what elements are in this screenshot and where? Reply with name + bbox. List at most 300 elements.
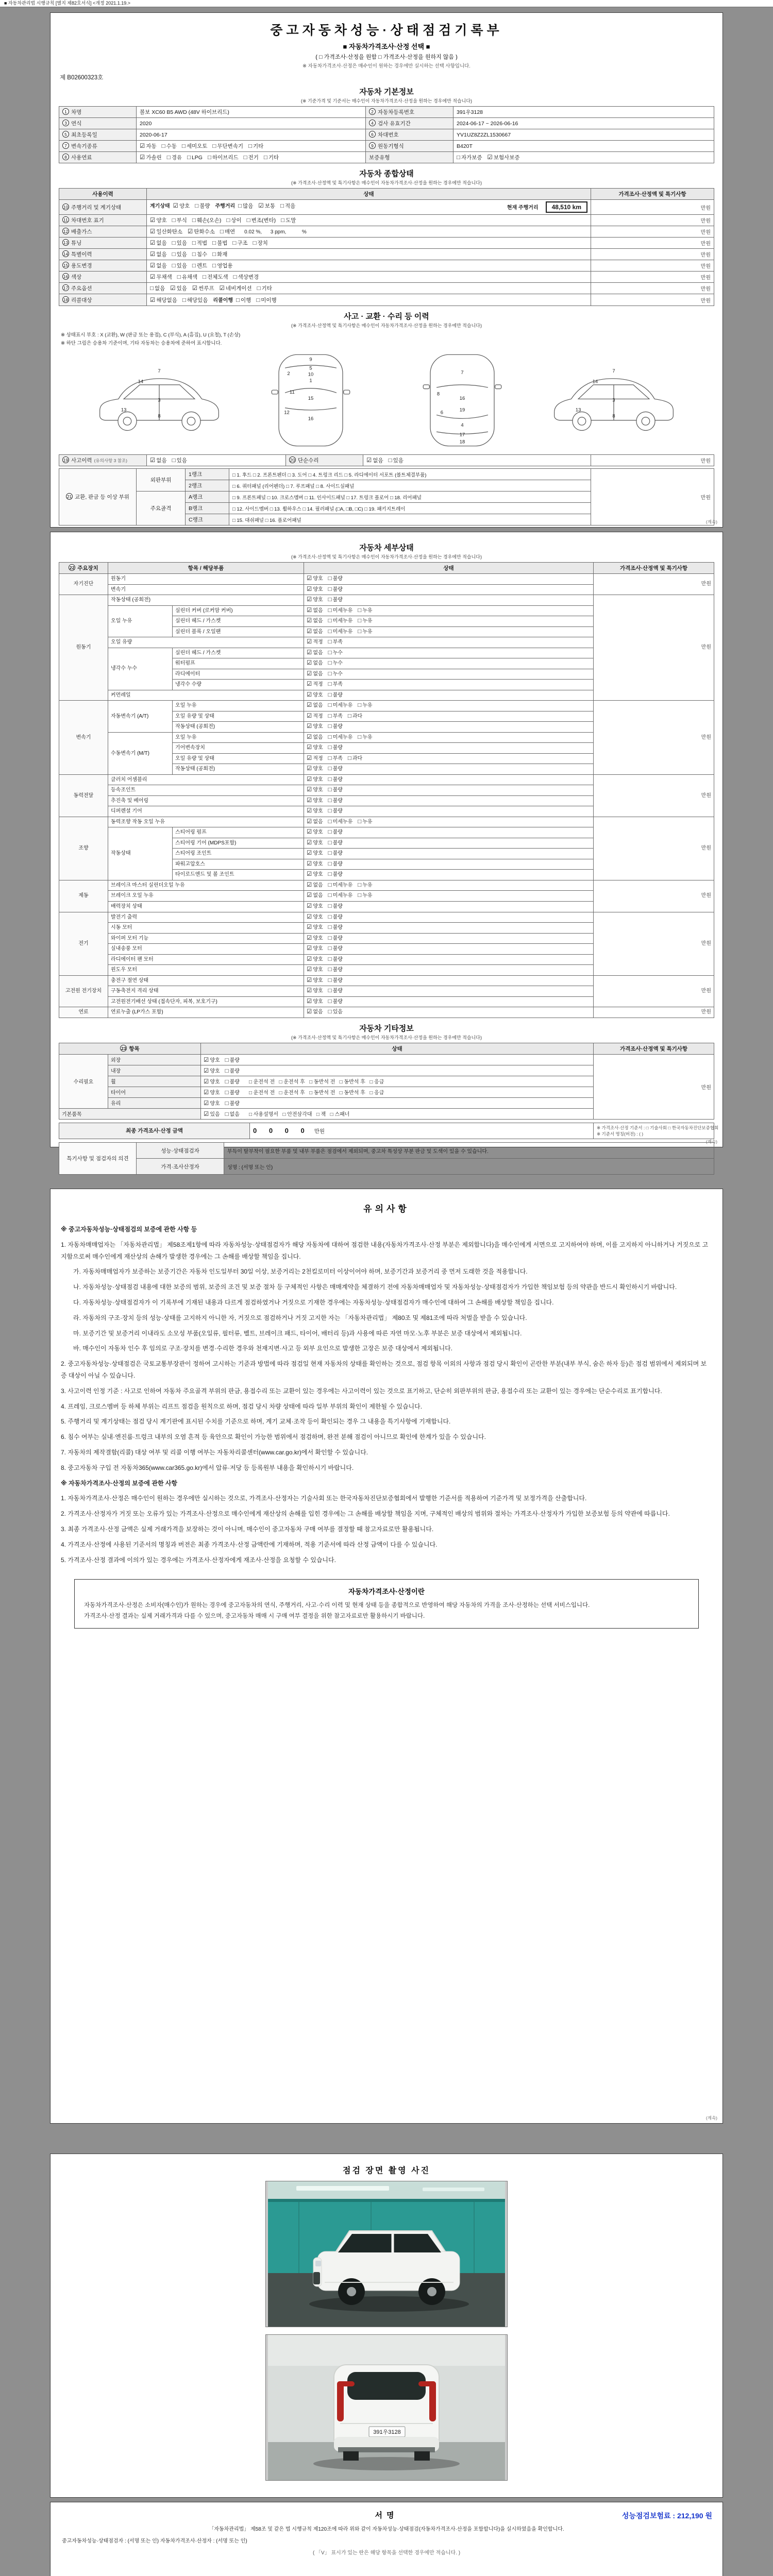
form-reference-bar: [0, 0, 773, 7]
checkbox-group: [203, 274, 264, 280]
checkbox-label: 적정: [313, 682, 323, 688]
checkbox-icon: ☑: [170, 285, 176, 292]
checkbox-checked: [307, 860, 323, 869]
photo-rear-illustration: [266, 2335, 507, 2480]
checkbox-checked: [307, 649, 323, 657]
checkbox-icon: ☑: [150, 229, 156, 235]
checkbox-icon: □: [328, 734, 332, 740]
circled-number: 4: [369, 120, 376, 126]
checkbox-label: 불량: [229, 1101, 240, 1107]
circled-number: 9: [369, 142, 376, 149]
checkbox-icon: □: [172, 251, 176, 258]
signature-inspector-line: 중고자동차성능·상태점검자 : (서명 또는 인) 자동차가격조사·산정자 : (서명 또는 인): [62, 2538, 247, 2544]
rankA-items: □ 9. 프론트패널 □ 10. 크로스멤버 □ 11. 인사이드패널 □ 17. 트렁크 플로어 □ 18. 리어패널: [229, 492, 591, 503]
checkbox-icon: ☑: [307, 575, 312, 582]
checkbox-label: 불량: [332, 988, 343, 994]
checkbox-unchecked: [358, 617, 372, 625]
checkbox-unchecked: [358, 628, 372, 636]
checkbox-label: 양호: [313, 956, 323, 962]
checkbox-checked: [188, 228, 215, 235]
diagram-part-number: 11: [289, 389, 295, 396]
checkbox-label: 불량: [229, 1069, 240, 1075]
item-label: 고전원전기배선 상태 (접속단자, 피복, 보호기구): [108, 996, 304, 1007]
checkbox-checked: [307, 850, 323, 858]
field-label-text: 연식: [71, 121, 82, 127]
use-history-label-text: 튜닝: [71, 240, 82, 246]
circled-number: 10: [63, 204, 69, 210]
checkbox-checked: [204, 1099, 220, 1107]
checkbox-checked: [204, 1066, 220, 1074]
final-price-note1: ※ 가격조사·산정 기준서 : □ 기술사회 □ 한국자동차진단보증협회: [597, 1125, 719, 1130]
checkbox-group: [150, 229, 240, 235]
photos-container: [59, 2181, 714, 2481]
item-subgroup-label: 자동변속기 (A/T): [108, 701, 173, 733]
checkbox-group: [150, 285, 192, 292]
checkbox-icon: □: [226, 217, 230, 224]
checkbox-unchecked: [182, 296, 208, 304]
section-title-accident: 사고 · 교환 · 수리 등 이력: [344, 312, 429, 321]
checkbox-label: 네비게이션: [225, 285, 252, 292]
checkbox-icon: □: [192, 251, 196, 258]
checkbox-group: [204, 1058, 245, 1063]
checkbox-icon: ☑: [307, 988, 312, 994]
notice-item: 3. 사고이력 인정 기준 : 사고로 인하여 자동차 주요골격 부위의 판금, 용접수리 또는 교환이 있는 경우에는 사고이력이 있는 것으로 표기하고, 단순히 외판부위의 판금, 용접수리 또는 교환이 있는 경우에는 단순수리로 표기합니다.: [61, 1387, 662, 1395]
checkbox-group: [366, 457, 409, 464]
state-caption: 주행거리: [215, 204, 236, 209]
section-note-basic-info: (※ 기준가격 및 기준서는 매수인이 자동차가격조사·산정을 원하는 경우에만 적습니다): [300, 98, 473, 104]
field-value-text: B420T: [457, 143, 473, 149]
field-label-text: 자동차등록번호: [378, 109, 415, 115]
checkbox-icon: ☑: [307, 797, 312, 804]
checkbox-icon: ☑: [150, 457, 156, 464]
checkbox-label: 없음: [313, 650, 323, 656]
checkbox-icon: □: [328, 575, 332, 582]
checkbox-label: 양호: [210, 1069, 220, 1075]
checkbox-label: 양호: [313, 829, 323, 836]
checkbox-group: [457, 155, 525, 161]
column-header: [59, 563, 108, 574]
overall-header-row: [59, 189, 714, 200]
field-label: [366, 118, 453, 129]
checkbox-unchecked: [212, 239, 227, 247]
checkbox-checked: [307, 702, 323, 710]
checkbox-icon: □: [280, 203, 284, 209]
notice-item: 2. 중고자동차성능·상태점검은 국토교통부장관이 정하여 고시하는 기준과 방법에 따라 점검일 현재 자동차의 상태를 확인하는 것으로, 점검 항목 이외의 사항과 점검 당시 확인이 곤란한 부분(내부 부식, 숨은 하자 등)은 점검 범위에서 제외되며 보증 대상이 아닐 수 있습니다.: [61, 1360, 707, 1379]
form-reference-text: ■ 자동차관리법 시행규칙 [별지 제82호서식] <개정 2021.1.19.>: [4, 1, 130, 6]
rankB-items: □ 12. 사이드멤버 □ 13. 휠하우스 □ 14. 필러패널 (□A, □B, □C) □ 19. 패키지트레이: [229, 503, 591, 514]
item-label: 실린더 헤드 / 가스켓: [173, 648, 304, 658]
state-cell: [304, 944, 594, 955]
continued-marker: (계속): [705, 2115, 717, 2121]
checkbox-checked: [204, 1088, 220, 1096]
checkbox-icon: □: [328, 935, 332, 941]
checkbox-icon: □: [328, 808, 332, 815]
item-label: 추진축 및 베어링: [108, 795, 304, 806]
checkbox-group: [140, 155, 284, 161]
checkbox-unchecked: [208, 154, 239, 161]
diagram-part-number: 9: [309, 357, 312, 363]
checkbox-unchecked: [220, 228, 235, 235]
checkbox-group: [307, 576, 348, 582]
checkbox-checked: [307, 617, 323, 625]
price-cell: 만원: [594, 912, 714, 975]
checkbox-icon: ☑: [307, 660, 312, 667]
checkbox-unchecked: [358, 892, 372, 900]
checkbox-icon: □: [212, 251, 216, 258]
checkbox-label: 양호: [313, 935, 323, 941]
field-label: [366, 141, 453, 152]
checkbox-label: 있음: [176, 240, 187, 246]
item-label: 작동상태 (공회전): [173, 764, 304, 775]
checkbox-icon: □: [328, 702, 332, 709]
state-cell: [304, 965, 594, 976]
state-cell: [304, 584, 594, 595]
repair-needed-label: 수리필요: [59, 1054, 108, 1108]
checkbox-label: 불량: [332, 872, 343, 878]
parts-section-label-text: 교환, 판금 등 이상 부위: [75, 494, 129, 500]
checkbox-label: 보통: [264, 203, 275, 209]
checkbox-unchecked: [328, 713, 343, 721]
price-survey-note: ※ 자동차가격조사·산정은 매수인이 원하는 경우에만 실시하는 선택 사항입니다.: [303, 63, 470, 69]
item-label: 동력조향 작동 오일 누유: [108, 817, 304, 827]
state-cell: [304, 975, 594, 986]
checkbox-label: 없음: [373, 457, 383, 464]
notice-item: 4. 프레임, 크로스멤버 등 하체 부위는 리프트 점검을 원칙으로 하며, 점검 당시 차량 상태에 따라 일부 부위의 확인이 제한될 수 있습니다.: [61, 1402, 423, 1410]
checkbox-checked: [258, 202, 275, 210]
checkbox-label: 양호: [313, 787, 323, 793]
etc-item-label: 내장: [108, 1065, 201, 1076]
checkbox-label: 불량: [332, 692, 343, 698]
state-cell: [304, 817, 594, 827]
circled-number: 15: [63, 263, 69, 268]
checkbox-icon: ☑: [307, 628, 312, 635]
checkbox-icon: □: [257, 285, 261, 292]
checkbox-group: [232, 240, 273, 246]
checkbox-icon: □: [328, 597, 332, 603]
checkbox-label: 과다: [352, 755, 363, 761]
use-history-label: [59, 226, 147, 238]
checkbox-group: [150, 297, 213, 303]
remarks-table: [59, 1142, 714, 1175]
checkbox-icon: □: [328, 924, 332, 931]
column-header: 가격조사·산정액 및 특기사항: [591, 189, 714, 200]
use-history-label-text: 차대번호 표기: [71, 217, 104, 224]
document-number: 제 B02600323호: [60, 75, 104, 81]
appraiser-opinion: 성명 : (서명 또는 인): [224, 1159, 714, 1175]
accident-history-label-text: 사고이력: [71, 457, 92, 464]
checkbox-icon: □: [328, 1009, 332, 1015]
item-subgroup-label: 오일 누유: [108, 605, 173, 637]
item-label: 클러치 어셈블리: [108, 774, 304, 785]
checkbox-checked: [307, 607, 323, 615]
circled-number: 6: [369, 131, 376, 138]
checkbox-label: 불량: [332, 576, 343, 582]
checkbox-label: 있음: [176, 285, 187, 292]
checkbox-icon: □: [263, 155, 267, 161]
checkbox-checked: [307, 596, 323, 604]
checkbox-icon: □: [328, 766, 332, 772]
signature-title-text: 서명: [375, 2511, 398, 2520]
checkbox-group: [204, 1069, 245, 1074]
checkbox-label: 미이행: [261, 297, 277, 303]
checkbox-unchecked: [328, 659, 343, 668]
price-cell: 만원: [591, 238, 714, 249]
checkbox-unchecked: [172, 262, 187, 269]
column-header-text: 주요장치: [77, 565, 98, 571]
basic-info-row: [59, 141, 714, 152]
checkbox-checked: [307, 1008, 323, 1016]
checkbox-label: 양호: [313, 586, 323, 592]
checkbox-icon: □: [328, 871, 332, 878]
checkbox-icon: ☑: [307, 681, 312, 688]
item-label: 연료누출 (LP가스 포함): [108, 1007, 304, 1018]
checkbox-checked: [307, 892, 323, 900]
checkbox-label: 무단변속기: [217, 143, 244, 149]
state-cell: [304, 616, 594, 627]
checkbox-label: 누유: [362, 629, 373, 635]
checkbox-unchecked: [358, 818, 372, 826]
price-survey-option-title: ■ 자동차가격조사·산정 선택 ■: [343, 43, 430, 50]
section-note-accident: (※ 가격조사·산정액 및 특기사항은 매수인이 자동차가격조사·산정을 원하는 경우에만 적습니다): [291, 323, 482, 328]
license-plate-text: 391우3128: [373, 2429, 401, 2435]
checkbox-icon: □: [328, 839, 332, 846]
checkbox-unchecked: [328, 734, 353, 742]
checkbox-unchecked: [328, 945, 343, 953]
checkbox-label: 영업용: [217, 263, 233, 269]
diagram-part-number: 6: [440, 410, 444, 416]
checkbox-icon: □: [328, 723, 332, 730]
checkbox-group: [307, 766, 348, 772]
checkbox-icon: □: [328, 787, 332, 793]
item-label: 충전구 절연 상태: [108, 975, 304, 986]
checkbox-label: 없음: [313, 882, 323, 888]
state-cell: [304, 637, 594, 648]
sheet-notices: [50, 1189, 723, 2124]
checkbox-icon: ☑: [307, 913, 312, 920]
notice-item: 바. 매수인이 자동차 인수 후 임의로 구조·장치를 변경·수리한 경우와 천재지변·사고 등 외부 요인으로 발생한 고장은 보증 대상에서 제외됩니다.: [73, 1345, 453, 1352]
state-cell: [304, 658, 594, 669]
circled-number: 14: [63, 251, 69, 257]
notice-subheading: ※ 중고자동차성능·상태점검의 보증에 관한 사항 등: [61, 1226, 197, 1233]
detail-state-table: [59, 562, 714, 1018]
state-cell: [304, 753, 594, 764]
checkbox-label: 불량: [332, 861, 343, 867]
device-group-label: 제동: [59, 880, 108, 912]
checkbox-icon: □: [233, 274, 237, 280]
notice-subheading: ※ 자동차가격조사·산정의 보증에 관한 사항: [61, 1479, 178, 1487]
item-label: 오일 유량 및 상태: [173, 711, 304, 722]
column-header: 상태: [304, 563, 594, 574]
checkbox-label: 불량: [332, 956, 343, 962]
checkbox-icon: □: [220, 229, 224, 235]
checkbox-unchecked: [328, 797, 343, 805]
item-label: 실린더 커버 (로커암 커버): [173, 605, 304, 616]
checkbox-label: 해당있음: [187, 297, 208, 303]
checkbox-icon: □: [238, 203, 242, 209]
item-label: 스티어링 기어 (MDPS포함): [173, 838, 304, 849]
detail-header-row: [59, 563, 714, 574]
checkbox-icon: □: [328, 649, 332, 656]
device-group-label: 원동기: [59, 595, 108, 701]
checkbox-checked: [307, 575, 323, 583]
checkbox-icon: □: [192, 240, 196, 246]
diagram-part-number: 17: [459, 432, 465, 438]
checkbox-label: 화재: [217, 251, 228, 258]
field-value: [453, 141, 714, 152]
state-cell: [147, 215, 591, 226]
checkbox-icon: ☑: [307, 691, 312, 698]
inspection-photo-rear: [265, 2334, 508, 2481]
checkbox-icon: ☑: [307, 639, 312, 646]
checkbox-unchecked: [328, 723, 343, 731]
signature-footnote: ( 「V」 표시가 있는 란은 해당 항목을 선택한 경우에만 적습니다. ): [312, 2550, 461, 2556]
checkbox-label: 양호: [313, 576, 323, 582]
checkbox-icon: ☑: [307, 702, 312, 709]
use-history-label-text: 특별이력: [71, 251, 92, 258]
checkbox-unchecked: [162, 142, 177, 150]
circled-number: 18: [63, 297, 69, 302]
price-cell: 만원: [594, 1007, 714, 1018]
checkbox-unchecked: [192, 250, 207, 258]
checkbox-unchecked: [172, 216, 187, 224]
checkbox-unchecked: [238, 202, 253, 210]
checkbox-unchecked: [328, 850, 343, 858]
checkbox-group: [307, 692, 348, 698]
checkbox-icon: ☑: [366, 457, 372, 464]
parts-row: [59, 469, 714, 480]
checkbox-label: 장치: [257, 240, 268, 246]
checkbox-unchecked: [232, 239, 247, 247]
checkbox-label: 적법: [196, 240, 208, 246]
rankC-label: C랭크: [186, 514, 229, 526]
outer-panel-label: 외판부위: [137, 469, 186, 492]
accident-history-ref: (유의사항 3 참조): [94, 458, 127, 463]
state-cell: [304, 648, 594, 658]
overall-row: [59, 260, 714, 272]
diagram-basis-legend: ※ 하단 그림은 승용차 기준이며, 기타 자동차는 승용차에 준하여 표시합니다.: [61, 341, 222, 346]
use-history-label: [59, 272, 147, 283]
state-cell: [304, 838, 594, 849]
checkbox-icon: ☑: [140, 155, 145, 161]
checkbox-label: 양호: [313, 998, 323, 1005]
item-label: 구동축전지 격리 상태: [108, 986, 304, 997]
checkbox-unchecked: [328, 765, 343, 773]
checkbox-group: [307, 840, 348, 846]
state-cell: [201, 1065, 594, 1076]
simple-repair-state: [363, 455, 591, 466]
column-header: 가격조사·산정액 및 특기사항: [594, 1043, 714, 1054]
checkbox-group: [307, 883, 378, 888]
diagram-part-number: 16: [308, 416, 314, 422]
checkbox-icon: □: [328, 607, 332, 614]
checkbox-icon: □: [328, 988, 332, 994]
photos-section-title: 점검 장면 촬영 사진: [343, 2166, 430, 2175]
checkbox-icon: ☑: [307, 956, 312, 962]
checkbox-label: 양호: [313, 903, 323, 909]
item-label: 오일 누유: [173, 732, 304, 743]
checkbox-icon: □: [358, 734, 362, 740]
checkbox-checked: [307, 670, 323, 679]
item-label: 스티어링 조인트: [173, 849, 304, 859]
checkbox-label: 누유: [362, 893, 373, 899]
checkbox-unchecked: [225, 1077, 240, 1085]
item-label: 브레이크 마스터 실린더오일 누유: [108, 880, 304, 891]
state-cell: [201, 1108, 594, 1119]
checkbox-group: [307, 639, 348, 645]
field-value: [453, 129, 714, 141]
item-label: 스티어링 펌프: [173, 827, 304, 838]
checkbox-group: [307, 735, 378, 740]
exchange-repair-parts-table: [59, 468, 714, 526]
checkbox-icon: ☑: [150, 240, 156, 246]
field-value: [137, 118, 366, 129]
detail-row: [59, 701, 714, 711]
checkbox-unchecked: [328, 596, 343, 604]
checkbox-checked: [220, 284, 252, 292]
final-price-label: 최종 가격조사·산정 금액: [59, 1123, 250, 1139]
column-header: 상태: [201, 1043, 594, 1054]
notices-body: [59, 1224, 714, 1566]
checkbox-unchecked: [328, 807, 343, 816]
item-label: 기어변속장치: [173, 743, 304, 754]
checkbox-unchecked: [328, 903, 343, 911]
checkbox-label: 해당없음: [156, 297, 177, 303]
checkbox-label: 많음: [243, 203, 254, 209]
remarks-row: [59, 1143, 714, 1159]
checkbox-group: [204, 1079, 245, 1085]
checkbox-label: 미세누유: [332, 629, 353, 635]
circled-number: 22: [69, 565, 75, 570]
state-cell: [147, 238, 591, 249]
checkbox-checked: [307, 924, 323, 932]
checkbox-checked: [307, 871, 323, 879]
use-history-label-text: 리콜대상: [71, 297, 92, 303]
field-label: [366, 129, 453, 141]
checkbox-checked: [307, 818, 323, 826]
state-cell: [147, 249, 591, 260]
checkbox-icon: □: [388, 457, 392, 464]
diagram-part-number: 3: [612, 397, 615, 403]
column-header: [59, 1043, 201, 1054]
checkbox-label: 양호: [313, 808, 323, 815]
checkbox-checked: [307, 945, 323, 953]
state-cell: [304, 701, 594, 711]
item-label: 냉각수 수량: [173, 680, 304, 690]
checkbox-icon: □: [457, 155, 460, 161]
use-history-label-text: 주행거리 및 계기상태: [71, 204, 122, 211]
checkbox-label: 없음: [156, 263, 167, 269]
checkbox-group: [307, 914, 348, 920]
checkbox-label: 양호: [313, 946, 323, 952]
checkbox-unchecked: [225, 1110, 240, 1117]
checkbox-icon: □: [166, 155, 171, 161]
checkbox-icon: □: [161, 143, 165, 149]
circled-number: 1: [62, 108, 69, 115]
checkbox-checked: [366, 456, 383, 464]
detail-row: [59, 912, 714, 923]
checkbox-group: [307, 925, 348, 930]
checkbox-unchecked: [328, 977, 343, 985]
checkbox-unchecked: [192, 239, 207, 247]
checkbox-label: 불량: [332, 766, 343, 772]
checkbox-label: 불량: [332, 787, 343, 793]
price-survey-definition-title: 자동차가격조사·산정이란: [348, 1588, 425, 1596]
checkbox-label: 불량: [332, 798, 343, 804]
use-history-label: [59, 238, 147, 249]
field-label-text: 차명: [71, 109, 82, 115]
checkbox-label: 변조(변타): [251, 217, 276, 224]
diagram-part-number: 8: [612, 413, 615, 419]
